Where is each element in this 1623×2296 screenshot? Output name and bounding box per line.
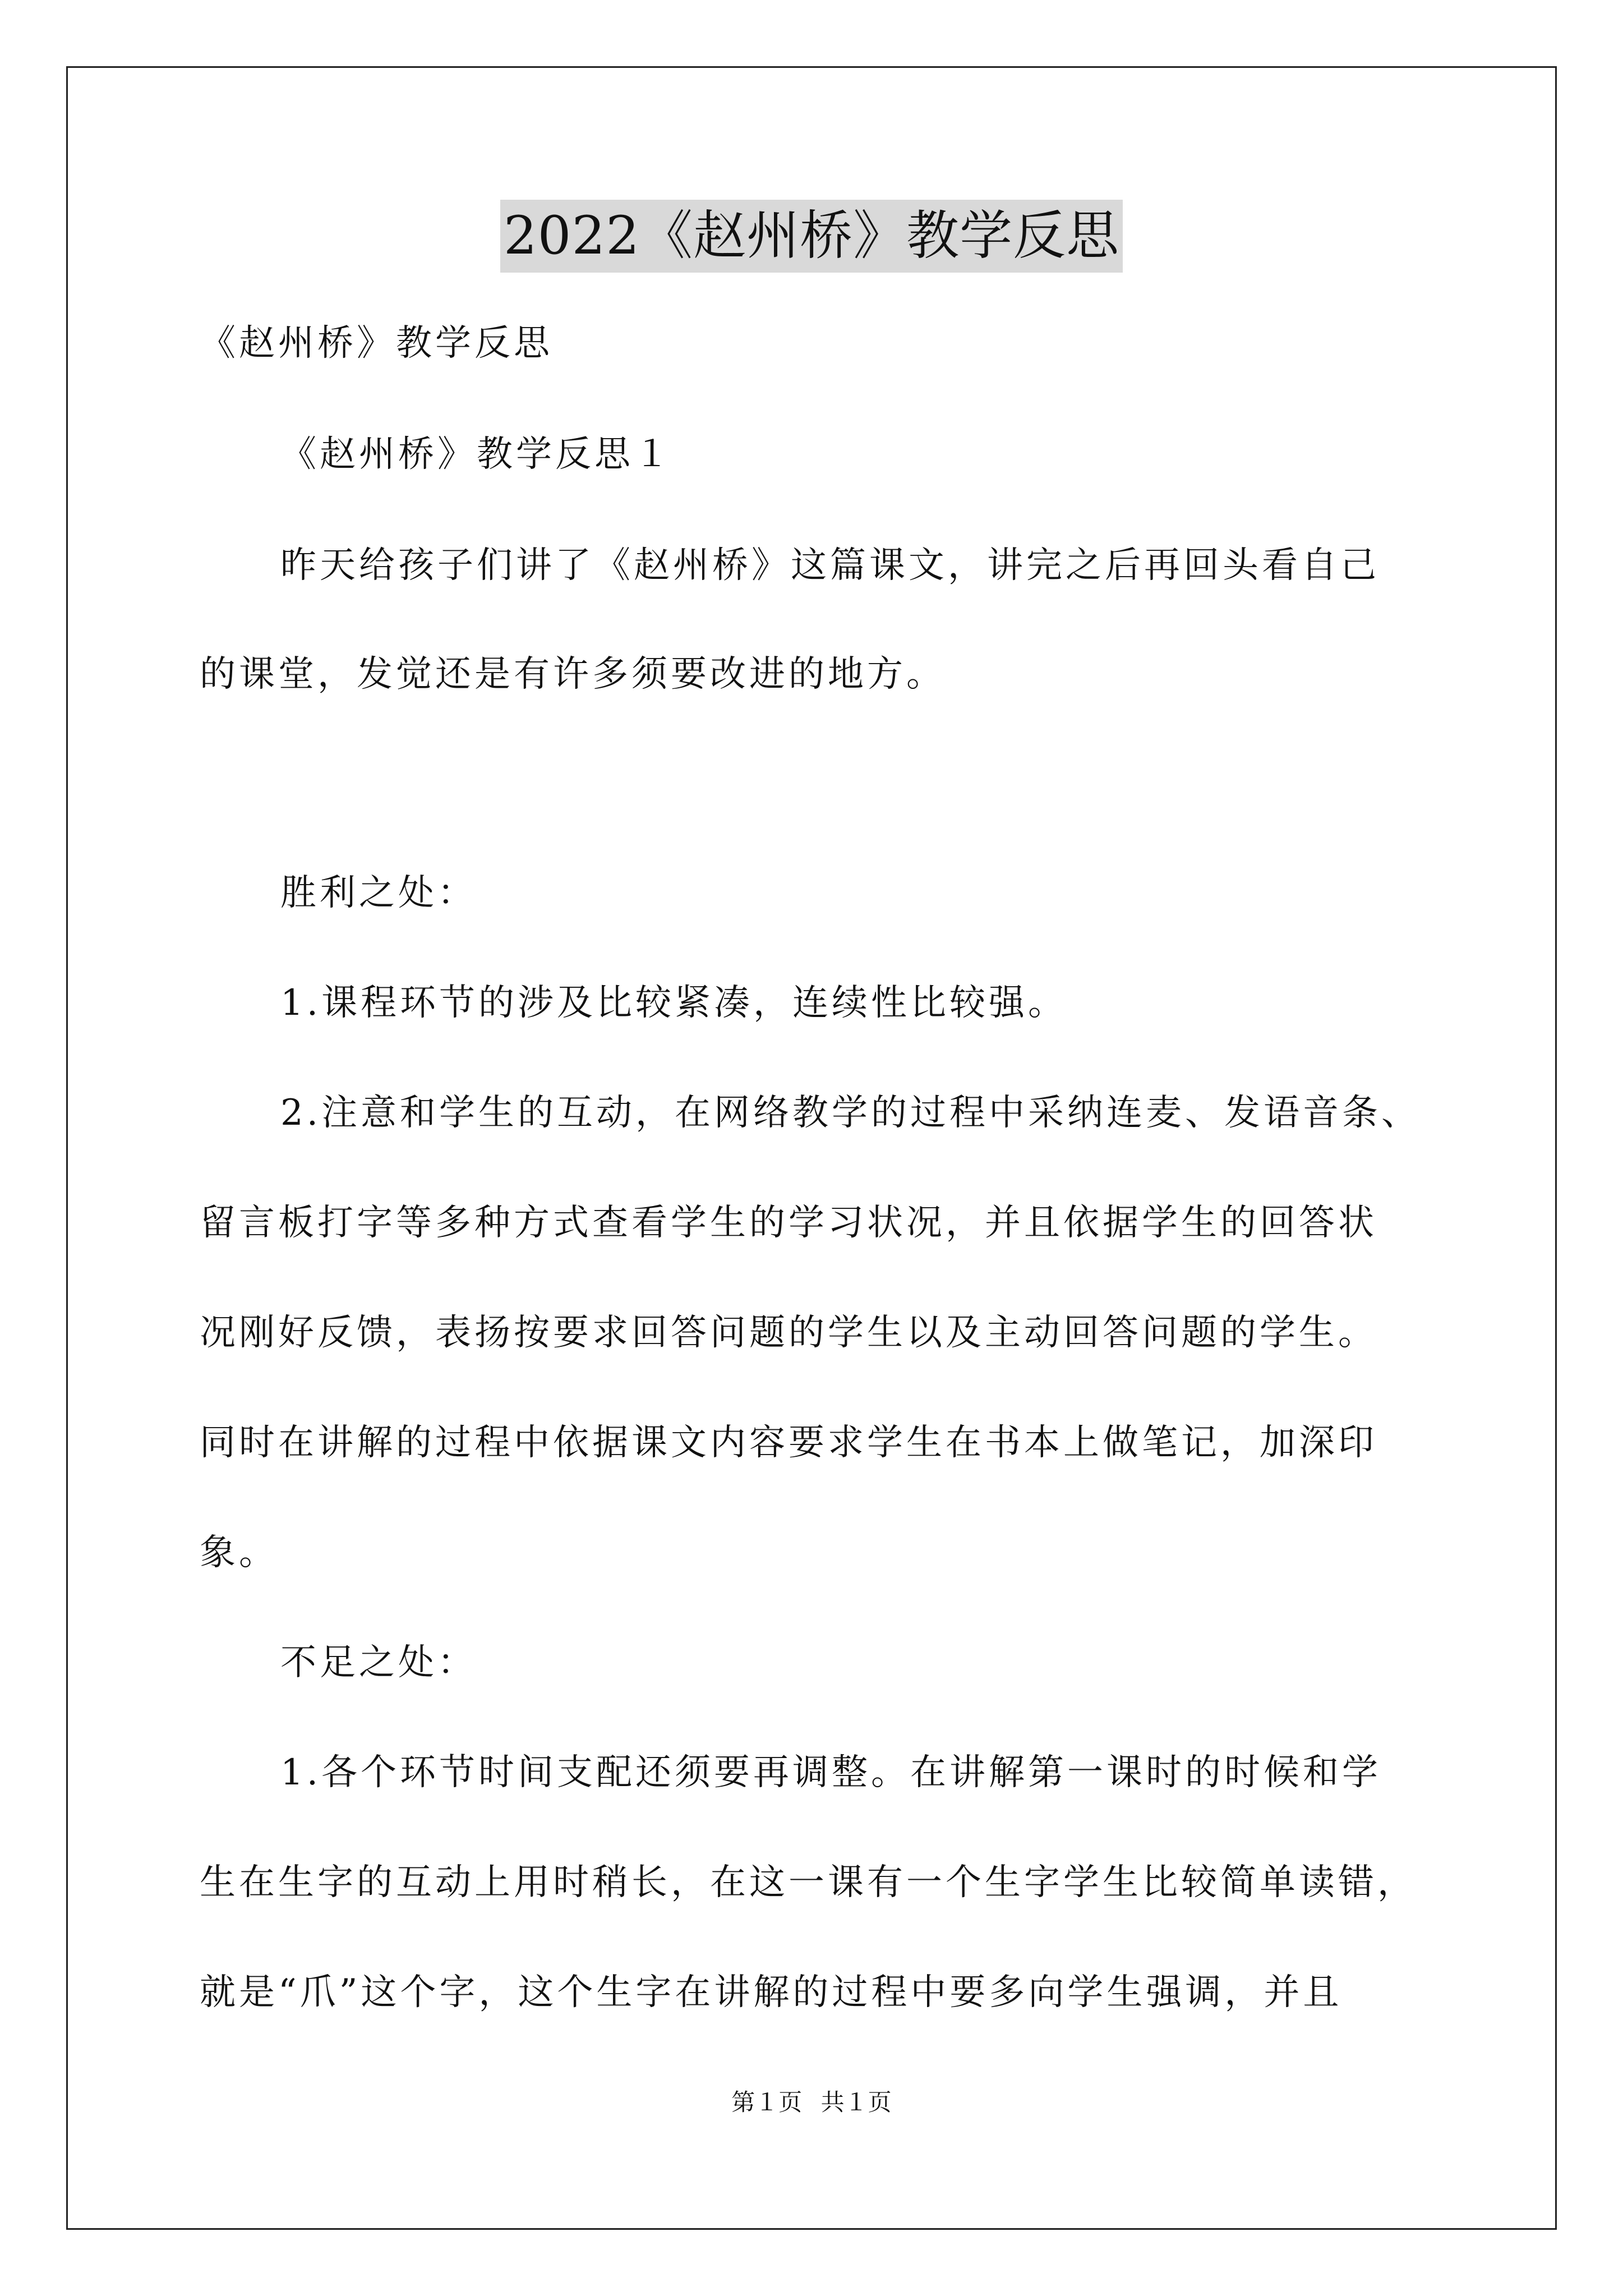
paragraph-line: 就是“爪”这个字，这个生字在讲解的过程中要多向学生强调，并且 xyxy=(200,1972,1343,2013)
paragraph-line: 同时在讲解的过程中依据课文内容要求学生在书本上做笔记，加深印 xyxy=(200,1422,1377,1464)
heading-strengths: 胜利之处： xyxy=(280,872,477,914)
paragraph-line: 1.课程环节的涉及比较紧凑，连续性比较强。 xyxy=(280,982,1068,1024)
paragraph-line: 2.注意和学生的互动，在网络教学的过程中采纳连麦、发语音条、 xyxy=(280,1092,1421,1134)
paragraph-line: 昨天给孩子们讲了《赵州桥》这篇课文，讲完之后再回头看自己 xyxy=(280,545,1380,586)
paragraph-line: 1.各个环节时间支配还须要再调整。在讲解第一课时的时候和学 xyxy=(280,1752,1382,1793)
subtitle-line: 《赵州桥》教学反思 xyxy=(200,323,553,364)
section-heading-line: 《赵州桥》教学反思１ xyxy=(280,434,673,475)
page-total: 共１页 xyxy=(820,2088,892,2116)
title-container xyxy=(0,200,1623,273)
paragraph-line: 的课堂，发觉还是有许多须要改进的地方。 xyxy=(200,654,946,695)
paragraph-line: 况刚好反馈，表扬按要求回答问题的学生以及主动回答问题的学生。 xyxy=(200,1312,1377,1354)
page-footer xyxy=(0,2087,1623,2118)
heading-weaknesses: 不足之处： xyxy=(280,1642,477,1683)
paragraph-line: 生在生字的互动上用时稍长，在这一课有一个生字学生比较简单读错， xyxy=(200,1862,1417,1903)
page-border xyxy=(66,66,1557,2230)
paragraph-line: 留言板打字等多种方式查看学生的学习状况，并且依据学生的回答状 xyxy=(200,1202,1377,1244)
paragraph-line: 象。 xyxy=(200,1532,278,1573)
page-number: 第１页 xyxy=(731,2088,803,2116)
document-title: 2022《赵州桥》教学反思 xyxy=(500,200,1123,273)
